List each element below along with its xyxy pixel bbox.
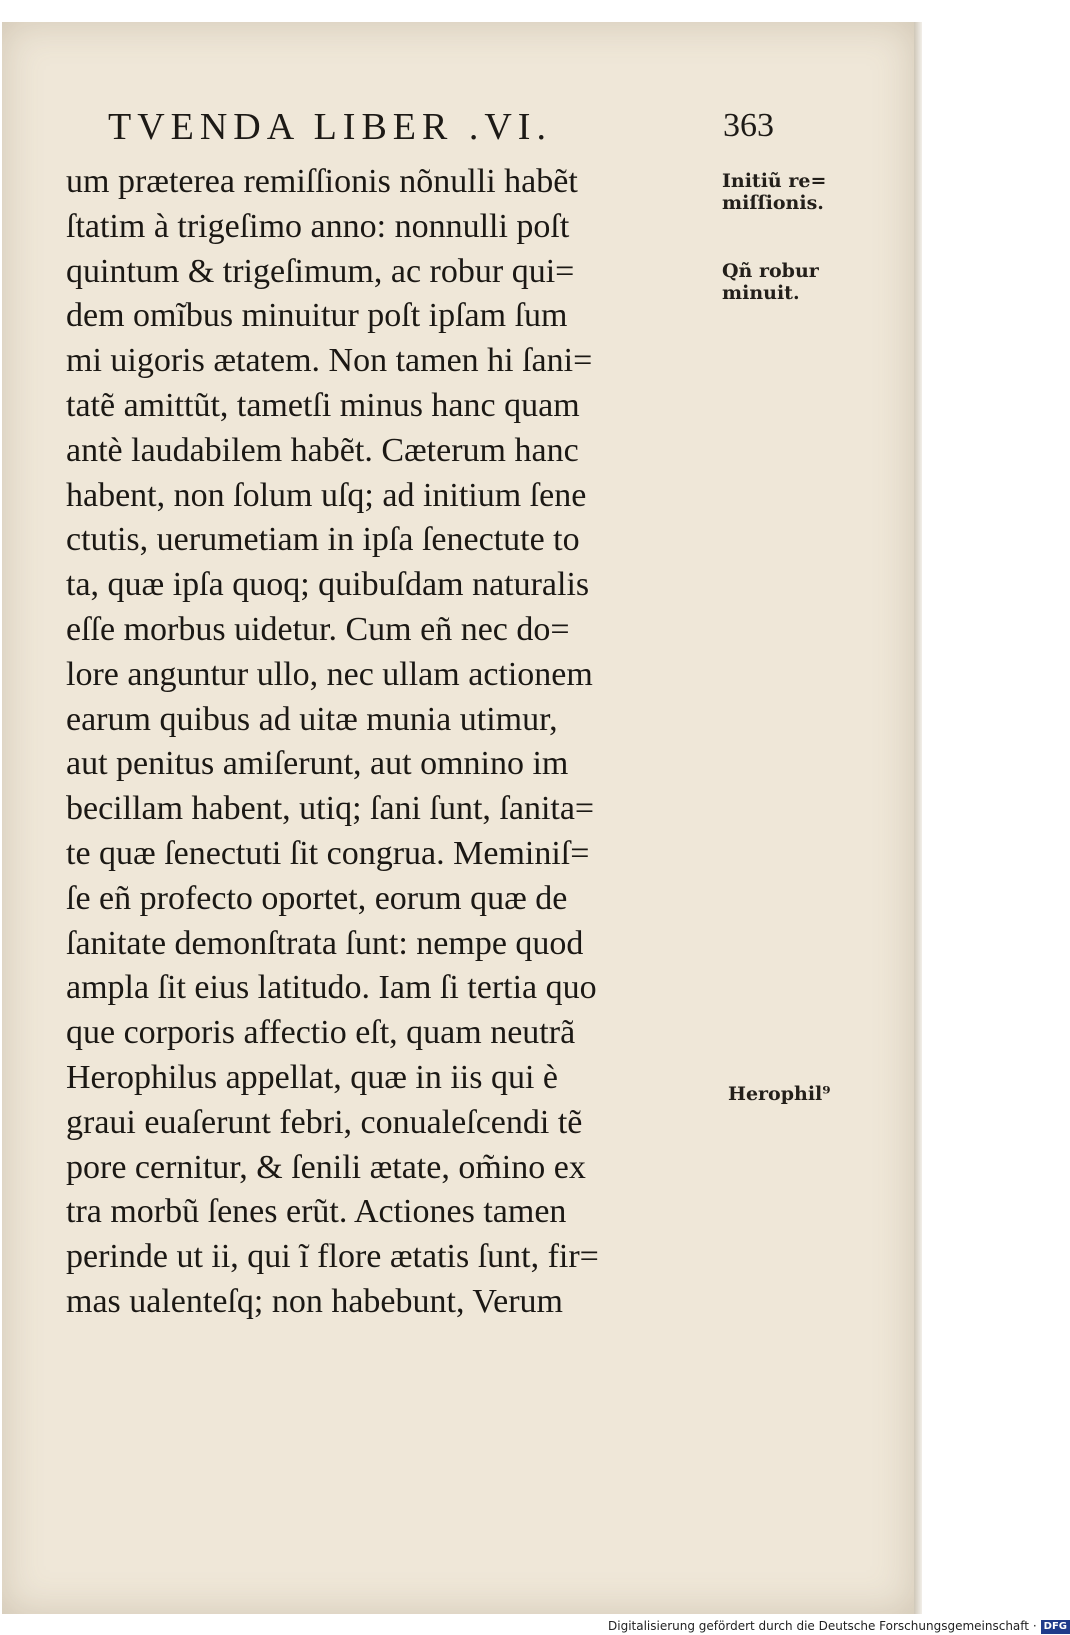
marginal-note-line: Initiũ re= bbox=[722, 170, 827, 192]
text-line: Herophilus appellat, quæ in iis qui è bbox=[66, 1058, 558, 1096]
page-number: 363 bbox=[723, 107, 774, 144]
text-line: pore cernitur, & ſenili ætate, om̃ino ex bbox=[66, 1148, 586, 1186]
text-line: eſſe morbus uidetur. Cum eñ nec do= bbox=[66, 610, 570, 648]
text-line: ctutis, uerumetiam in ipſa ſenectute to bbox=[66, 521, 580, 559]
text-line: earum quibus ad uitæ munia utimur, bbox=[66, 700, 558, 738]
marginal-note-herophilus bbox=[728, 1083, 831, 1105]
footer-text: Digitalisierung gefördert durch die Deutsche Forschungsgemeinschaft · bbox=[608, 1619, 1037, 1633]
page-fore-edge bbox=[914, 22, 922, 1614]
text-line: mi uigoris ætatem. Non tamen hi ſani= bbox=[66, 342, 593, 380]
text-line: tatẽ amittũt, tametſi minus hanc quam bbox=[66, 386, 580, 424]
text-line: um præterea remiſſionis nõnulli habẽt bbox=[66, 163, 578, 200]
text-line: perinde ut ii, qui ĩ flore ætatis ſunt, fir= bbox=[66, 1238, 599, 1276]
text-line: habent, non ſolum uſq; ad initium ſene bbox=[66, 476, 587, 514]
text-line: becillam habent, utiq; ſani ſunt, ſanita= bbox=[66, 790, 595, 828]
text-line: ſanitate demonſtrata ſunt: nempe quod bbox=[66, 924, 584, 962]
text-line: dem omĩbus minuitur poſt ipſam ſum bbox=[66, 297, 568, 335]
text-line: ſe eñ profecto oportet, eorum quæ de bbox=[66, 879, 568, 917]
text-line: graui euaſerunt febri, conualeſcendi tẽ bbox=[66, 1103, 583, 1141]
text-line: mas ualenteſq; non habebunt, Verum bbox=[66, 1282, 563, 1320]
text-line: te quæ ſenectuti ſit congrua. Meminiſ= bbox=[66, 834, 590, 872]
running-head: TVENDA LIBER .VI. bbox=[108, 106, 552, 148]
text-line: que corporis affectio eſt, quam neutrã bbox=[66, 1014, 576, 1052]
body-text bbox=[66, 160, 726, 1325]
text-line: aut penitus amiſerunt, aut omnino im bbox=[66, 745, 569, 783]
text-line: tra morbũ ſenes erũt. Actiones tamen bbox=[66, 1193, 567, 1231]
marginal-note-line: Qñ robur bbox=[722, 260, 819, 282]
text-line: antè laudabilem habẽt. Cæterum hanc bbox=[66, 431, 579, 469]
marginal-note-line: Herophil⁹ bbox=[728, 1083, 831, 1105]
text-line: ampla ſit eius latitudo. Iam ſi tertia quo bbox=[66, 969, 597, 1007]
text-line: quintum & trigeſimum, ac robur qui= bbox=[66, 252, 575, 290]
text-line: ſtatim à trigeſimo anno: nonnulli poſt bbox=[66, 207, 570, 245]
text-line: ta, quæ ipſa quoq; quibuſdam naturalis bbox=[66, 566, 590, 604]
text-line: lore anguntur ullo, nec ullam actionem bbox=[66, 655, 593, 693]
digitization-footer bbox=[608, 1618, 1067, 1635]
marginal-note-robur bbox=[722, 260, 819, 304]
marginal-note-line: minuit. bbox=[722, 282, 800, 304]
marginal-note-initium bbox=[722, 170, 826, 214]
dfg-logo: DFG bbox=[1041, 1620, 1070, 1634]
marginal-note-line: miſſionis. bbox=[722, 192, 824, 214]
